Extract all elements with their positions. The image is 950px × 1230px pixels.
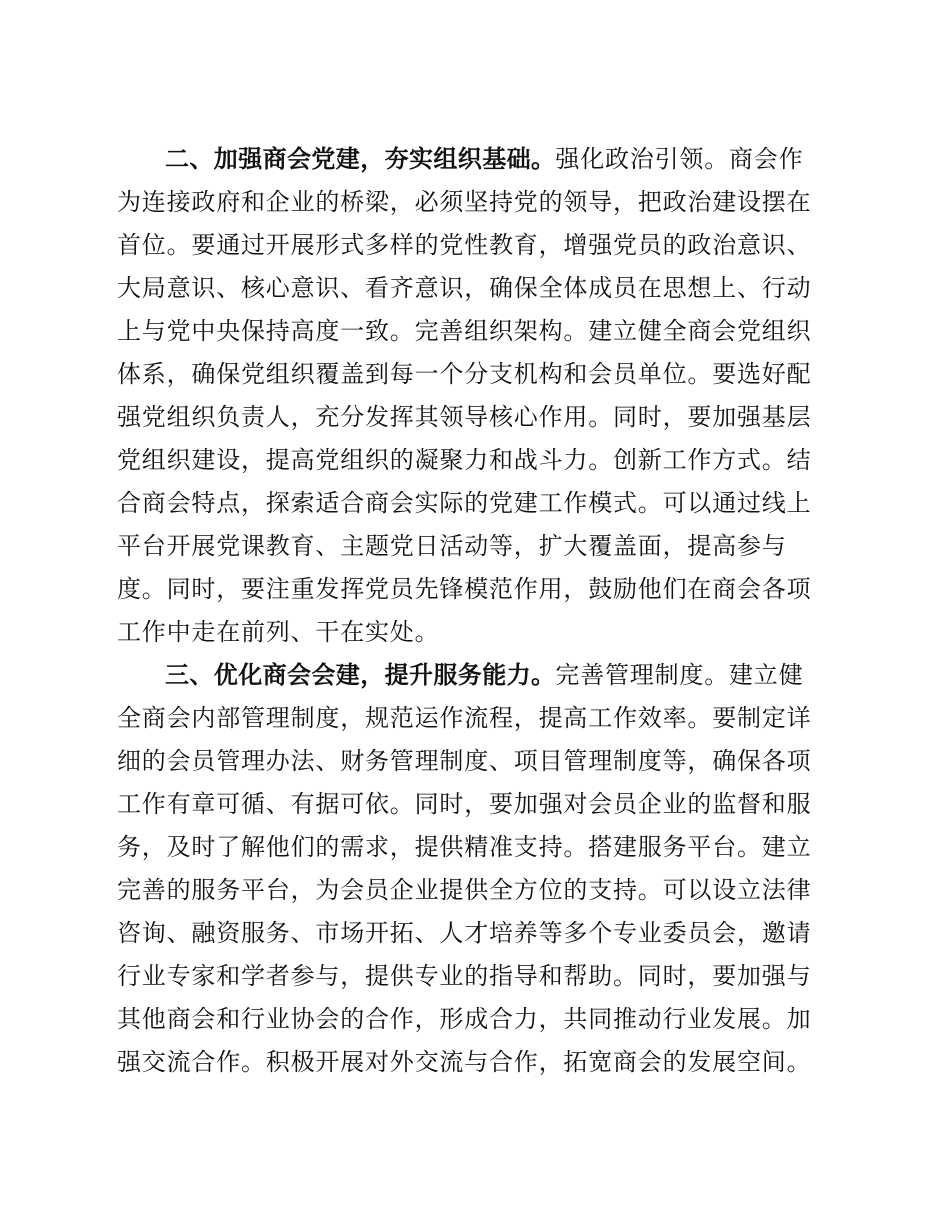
paragraph-line: 完善的服务平台，为会员企业提供全方位的支持。可以设立法律 (117, 876, 812, 904)
paragraph-line: 工作中走在前列、干在实处。 (117, 618, 440, 646)
paragraph-line (117, 654, 817, 697)
paragraph-line: 工作有章可循、有据可依。同时，要加强对会员企业的监督和服 (117, 790, 812, 818)
paragraph-line: 全商会内部管理制度，规范运作流程，提高工作效率。要制定详 (117, 704, 812, 732)
section-2-paragraph (117, 138, 817, 654)
paragraph-line: 为连接政府和企业的桥梁，必须坚持党的领导，把政治建设摆在 (117, 188, 812, 216)
document-body (117, 138, 817, 1084)
paragraph-line: 务，及时了解他们的需求，提供精准支持。搭建服务平台。建立 (117, 833, 812, 861)
paragraph-line: 合商会特点，探索适合商会实际的党建工作模式。可以通过线上 (117, 489, 812, 517)
paragraph-line: 体系，确保党组织覆盖到每一个分支机构和会员单位。要选好配 (117, 360, 812, 388)
paragraph-line: 度。同时，要注重发挥党员先锋模范作用，鼓励他们在商会各项 (117, 575, 812, 603)
paragraph-line: 强交流合作。积极开展对外交流与合作，拓宽商会的发展空间。 (117, 1048, 812, 1076)
paragraph-line: 首位。要通过开展形式多样的党性教育，增强党员的政治意识、 (117, 231, 812, 259)
paragraph-line: 平台开展党课教育、主题党日活动等，扩大覆盖面，提高参与 (117, 532, 787, 560)
section-3-paragraph (117, 654, 817, 1084)
paragraph-text: 完善管理制度。建立健 (555, 661, 804, 689)
paragraph-line: 大局意识、核心意识、看齐意识，确保全体成员在思想上、行动 (117, 274, 812, 302)
paragraph-line: 党组织建设，提高党组织的凝聚力和战斗力。创新工作方式。结 (117, 446, 812, 474)
paragraph-line (117, 138, 817, 181)
paragraph-line: 行业专家和学者参与，提供专业的指导和帮助。同时，要加强与 (117, 962, 812, 990)
paragraph-line: 强党组织负责人，充分发挥其领导核心作用。同时，要加强基层 (117, 403, 812, 431)
paragraph-line: 咨询、融资服务、市场开拓、人才培养等多个专业委员会，邀请 (117, 919, 812, 947)
paragraph-line: 其他商会和行业协会的合作，形成合力，共同推动行业发展。加 (117, 1005, 812, 1033)
paragraph-text: 强化政治引领。商会作 (555, 145, 804, 173)
paragraph-line: 上与党中央保持高度一致。完善组织架构。建立健全商会党组织 (117, 317, 812, 345)
paragraph-line: 细的会员管理办法、财务管理制度、项目管理制度等，确保各项 (117, 747, 812, 775)
section-2-heading: 二、加强商会党建，夯实组织基础。 (165, 145, 556, 173)
section-3-heading: 三、优化商会会建，提升服务能力。 (165, 661, 556, 689)
